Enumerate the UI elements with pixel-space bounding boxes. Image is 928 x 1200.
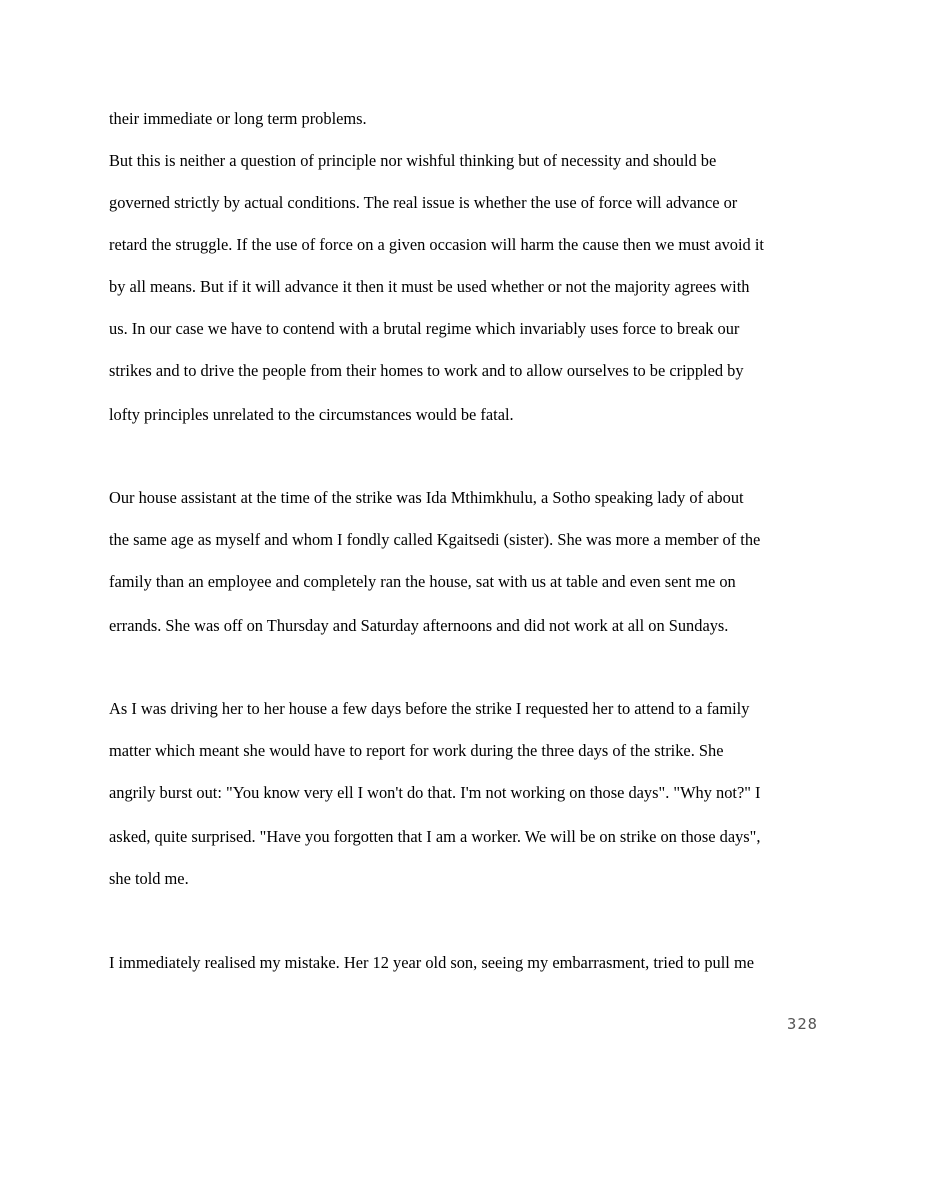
text-line: errands. She was off on Thursday and Saturday afternoons and did not work at all on Sundays.: [109, 616, 729, 635]
text-line: As I was driving her to her house a few days before the strike I requested her to attend to a family: [109, 699, 750, 718]
text-line: I immediately realised my mistake. Her 12 year old son, seeing my embarrasment, tried to pull me: [109, 953, 754, 972]
text-line: by all means. But if it will advance it then it must be used whether or not the majority agrees with: [109, 277, 750, 296]
text-line: matter which meant she would have to report for work during the three days of the strike. She: [109, 741, 724, 760]
text-line: angrily burst out: "You know very ell I won't do that. I'm not working on those days". "Why not?" I: [109, 783, 761, 802]
text-line: she told me.: [109, 869, 189, 888]
text-line: lofty principles unrelated to the circumstances would be fatal.: [109, 405, 514, 424]
text-line: governed strictly by actual conditions. The real issue is whether the use of force will advance or: [109, 193, 738, 212]
text-line: strikes and to drive the people from their homes to work and to allow ourselves to be crippled by: [109, 361, 744, 380]
text-line: But this is neither a question of principle nor wishful thinking but of necessity and should be: [109, 151, 717, 170]
text-line: Our house assistant at the time of the strike was Ida Mthimkhulu, a Sotho speaking lady of about: [109, 488, 744, 507]
text-line: their immediate or long term problems.: [109, 109, 367, 128]
text-line: the same age as myself and whom I fondly called Kgaitsedi (sister). She was more a member of the: [109, 530, 761, 549]
page-number: 328: [787, 1015, 818, 1033]
text-line: family than an employee and completely ran the house, sat with us at table and even sent me on: [109, 572, 736, 591]
text-line: us. In our case we have to contend with a brutal regime which invariably uses force to break our: [109, 319, 740, 338]
text-line: retard the struggle. If the use of force on a given occasion will harm the cause then we must avoid it: [109, 235, 764, 254]
text-line: asked, quite surprised. "Have you forgotten that I am a worker. We will be on strike on those days",: [109, 827, 761, 846]
